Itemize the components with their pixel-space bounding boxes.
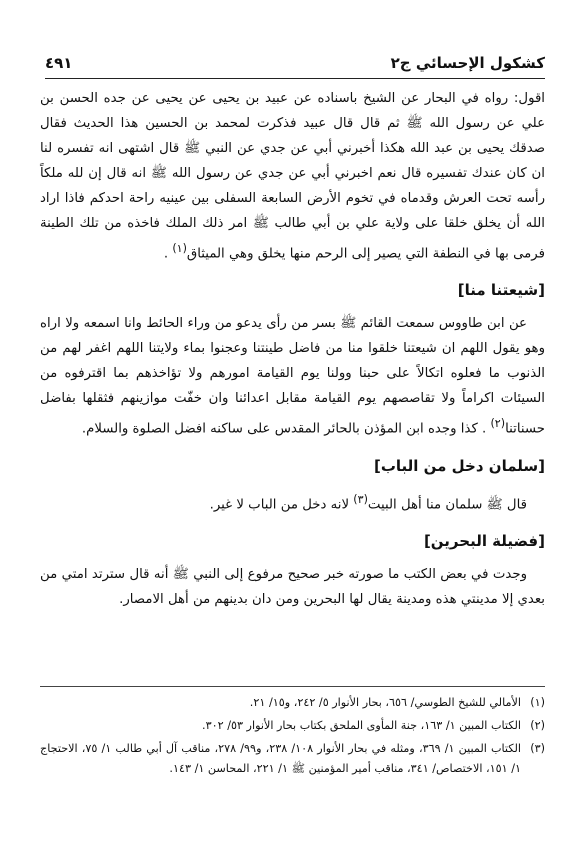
- footnotes: [40, 686, 545, 782]
- footnote-text: الأمالي للشيخ الطوسي/ ٦٥٦، بحار الأنوار ٥/ ٢٤٢، و١٥/ ٢١.: [249, 696, 521, 709]
- main-text: [40, 86, 545, 612]
- footnote-ref-2: (٢): [490, 417, 506, 431]
- footnote-number: (١): [530, 696, 545, 709]
- section-heading-shiatuna: [شيعتنا منا]: [457, 281, 545, 300]
- footnote-1: [40, 693, 545, 713]
- paragraph-1-text: اقول: رواه في البحار عن الشيخ باسناده عن عبيد بن يحيى عن يحيى عن جده الحسن بن علي عن رسول الله ﷺ ثم قال قال عبيد فذكرت لمحمد بن الحسين هذا الحديث فقال صدقك يحيى بن عبد الله هكذا أخبرني أبي عن جدي عن النبي ﷺ قال اشتهى انه تفسره لنا ان كان عندك تفسيره قال نعم اخبرني أبي عن جدي عن رسول الله ﷺ انه قال إن لله ملكاً رأسه تحت العرش وقدماه في تخوم الأرض السابعة السفلى بين عينيه راحة احدكم فاذا اراد الله أن يخلق خلقا على ولاية علي بن أبي طالب ﷺ امر ذلك الملك فاخذه من تلك الطينة فرمى بها في النطفة التي يصير إلى الرحم منها يخلق وهي الميثاق: [40, 91, 545, 262]
- paragraph-3-text: قال ﷺ سلمان منا أهل البيت: [367, 497, 527, 513]
- footnote-text: الكتاب المبين ١/ ١٦٣، جنة المأوى الملحق بكتاب بحار الأنوار ٥٣/ ٣٠٢.: [202, 719, 521, 732]
- footnote-ref-3: (٣): [353, 492, 368, 506]
- section-heading-bahrain: [فضيلة البحرين]: [423, 532, 545, 551]
- footnote-2: [40, 716, 545, 736]
- footnote-3: [40, 739, 545, 779]
- paragraph-3-end: لانه دخل من الباب لا غير.: [209, 497, 354, 513]
- footnote-ref-1: (١): [172, 242, 187, 255]
- footnote-number: (٢): [530, 719, 545, 732]
- paragraph-3: [40, 487, 545, 517]
- page-number: ٤٩١: [45, 54, 73, 72]
- paragraph-1-end: .: [163, 246, 173, 262]
- paragraph-2-end: . كذا وجده ابن المؤذن بالحائر المقدس على ساكنه افضل الصلوة والسلام.: [81, 421, 491, 437]
- paragraph-2: [40, 311, 545, 441]
- running-title: كشكول الإحسائي ج٢: [390, 54, 545, 72]
- paragraph-2-text: عن ابن طاووس سمعت القائم ﷺ بسر من رأى يدعو من وراء الحائط وانا اسمعه ولا اراه وهو يقول اللهم ان شيعتنا خلقوا منا من فاضل طينتنا وعجنوا بماء ولايتنا اللهم اغفر لهم من الذنوب ما فعلوه اتكالاً على حبنا وولنا يوم القيامة امورهم ولا تؤاخذهم بما اقترفوه من السيئات اكراماً ولا تقاصصهم يوم القيامة مقابل اعدائنا وان خفّت موازينهم فثقلها بفاضل حسناتنا: [40, 316, 545, 437]
- page-header: [45, 48, 545, 79]
- footnote-number: (٣): [530, 742, 545, 755]
- paragraph-1: [40, 86, 545, 266]
- paragraph-4: وجدت في بعض الكتب ما صورته خبر صحيح مرفوع إلى النبي ﷺ أنه قال سترتد امتي من بعدي إلا مدينتي هذه ومدينة يقال لها البحرين ومن دان بدينهم من أهل الامصار.: [40, 567, 545, 608]
- footnote-text: الكتاب المبين ١/ ٣٦٩، ومثله في بحار الأنوار ١٠٨/ ٢٣٨، و٩٩/ ٢٧٨، مناقب آل أبي طالب ١/ ٧٥، الاحتجاج ١/ ١٥١، الاختصاص/ ٣٤١، مناقب أمير المؤمنين ﷺ ١/ ٢٢١، المحاسن ١/ ١٤٣.: [40, 742, 522, 775]
- section-heading-salman: [سلمان دخل من الباب]: [373, 456, 545, 475]
